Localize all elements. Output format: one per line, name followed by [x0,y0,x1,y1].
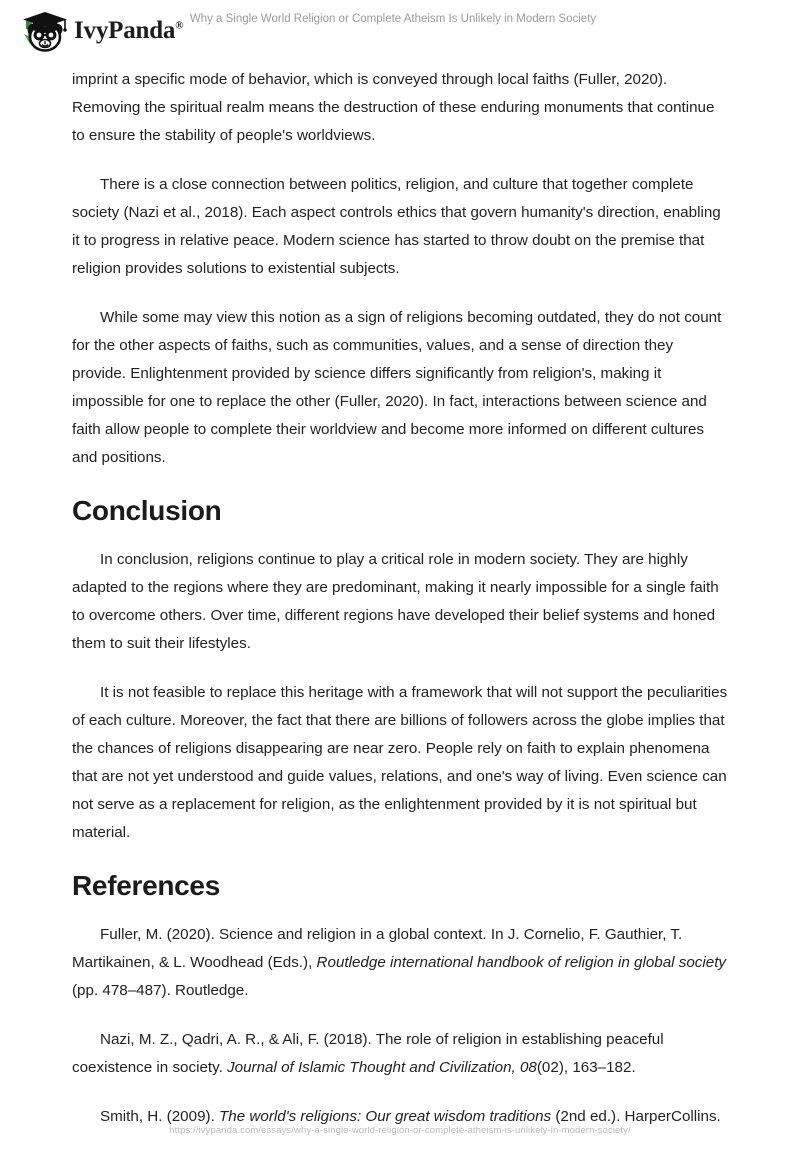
page-footer [0,1120,800,1138]
paragraph-conclusion-2: It is not feasible to replace this heritage with a framework that will not support the peculiarities of each culture. Moreover, the fact that there are billions of followers across the globe implies that the chances of religions disappearing are near zero. People rely on faith to explain phenomena that are not yet understood and guide values, relations, and one's way of living. Even science can not serve as a replacement for religion, as the enlightenment provided by it is not spiritual but material. [72,684,728,841]
reference-title-italic: Journal of Islamic Thought and Civilization, 08 [227,1059,537,1076]
reference-entry [72,1026,730,1082]
reference-text-start: Nazi, M. Z., Qadri, A. R., & Ali, F. (2018). The role of religion in establishing peaceful coexistence in society. [72,1031,664,1076]
reference-text-end: (02), 163–182. [536,1059,636,1076]
page-running-title: Why a Single World Religion or Complete Atheism Is Unlikely in Modern Society [189,13,597,25]
reference-title-italic: The world's religions: Our great wisdom traditions [219,1108,552,1125]
paragraph-politics-religion-culture: There is a close connection between politics, religion, and culture that together complete society (Nazi et al., 2018). Each aspect controls ethics that govern humanity's direction, enabling it to progress in relative peace. Modern science has started to throw doubt on the premise that religion provides solutions to existential subjects. [72,176,721,277]
reference-list [72,921,730,1131]
page-header [0,0,800,62]
reference-text-end: (2nd ed.). HarperCollins. [551,1108,721,1125]
paragraph-conclusion-1: In conclusion, religions continue to play a critical role in modern society. They are highly adapted to the regions where they are predominant, making it nearly impossible for a single faith to overcome others. Over time, different regions have developed their belief systems and honed them to suit their lifestyles. [72,551,719,652]
paragraph-outdated-notion: While some may view this notion as a sign of religions becoming outdated, they do not count for the other aspects of faiths, such as communities, values, and a sense of direction they provide. Enlightenment provided by science differs significantly from religion's, making it impossible for one to replace the other (Fuller, 2020). In fact, interactions between science and faith allow people to complete their worldview and become more informed on different cultures and positions. [72,309,722,466]
heading-references: References [72,870,220,901]
paragraph-imprint: imprint a specific mode of behavior, which is conveyed through local faiths (Fuller, 2020). Removing the spiritual realm means the destruction of these enduring monuments that continue to ensure the stability of people's worldviews. [72,71,715,144]
reference-title-italic: Routledge international handbook of religion in global society [316,954,727,971]
reference-entry [72,921,730,1005]
reference-text-start: Smith, H. (2009). [100,1108,220,1125]
document-body [72,66,730,1152]
heading-conclusion: Conclusion [72,495,222,526]
source-url-link[interactable]: https://ivypanda.com/essays/why-a-single-world-religion-or-complete-atheism-is-unlikely-in-modern-society/ [169,1125,631,1136]
reference-text-end: (pp. 478–487). Routledge. [72,982,249,999]
registered-mark: ® [175,19,184,32]
reference-text-start: Fuller, M. (2020). Science and religion in a global context. In J. Cornelio, F. Gauthier, T. Martikainen, & L. Woodhead (Eds.), [72,926,683,971]
brand-name-text: IvyPanda [74,17,176,44]
